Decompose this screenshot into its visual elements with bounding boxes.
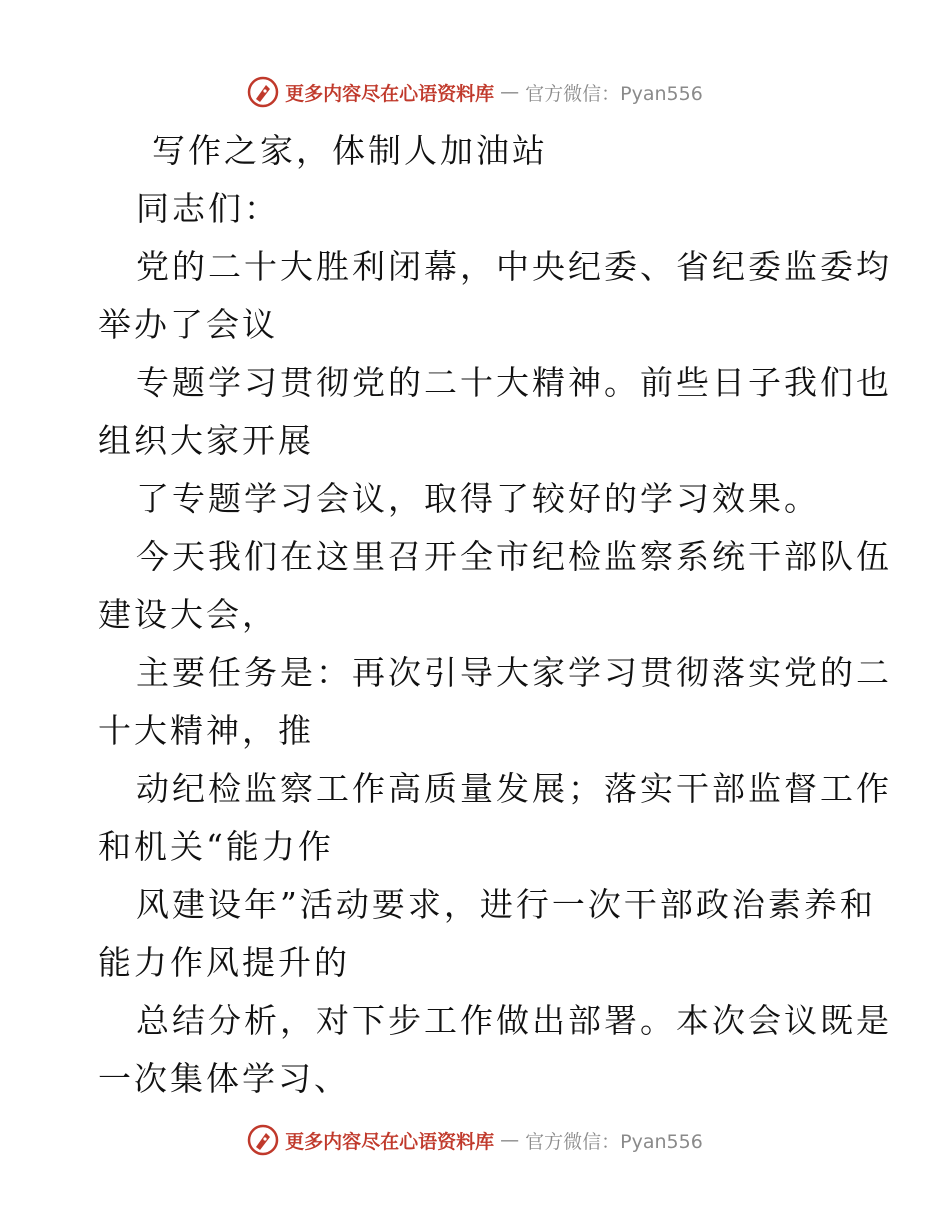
pen-nib-logo-icon <box>247 1124 279 1156</box>
paragraph-line: 今天我们在这里召开全市纪检监察系统干部队伍 <box>136 537 892 576</box>
paragraph-line: 举办了会议 <box>98 305 278 344</box>
footer-watermark <box>0 1120 950 1160</box>
paragraph-line: 能力作风提升的 <box>98 943 350 982</box>
watermark-dash: — <box>500 81 520 103</box>
paragraph-line: 十大精神，推 <box>98 711 314 750</box>
paragraph-line: 组织大家开展 <box>98 421 314 460</box>
paragraph-line: 建设大会， <box>98 595 278 634</box>
paragraph-line: 了专题学习会议，取得了较好的学习效果。 <box>136 479 820 518</box>
pen-nib-logo-icon <box>247 76 279 108</box>
paragraph-line: 党的二十大胜利闭幕，中央纪委、省纪委监委均 <box>136 247 892 286</box>
paragraph-line: 和机关“能力作 <box>98 827 334 866</box>
watermark-dash: — <box>500 1129 520 1151</box>
paragraph-line: 动纪检监察工作高质量发展；落实干部监督工作 <box>136 769 892 808</box>
document-title: 写作之家，体制人加油站 <box>152 131 548 170</box>
paragraph-line: 主要任务是：再次引导大家学习贯彻落实党的二 <box>136 653 892 692</box>
paragraph-line: 总结分析，对下步工作做出部署。本次会议既是 <box>136 1001 892 1040</box>
paragraph-line: 同志们： <box>136 189 280 228</box>
paragraph-line: 一次集体学习、 <box>98 1059 350 1098</box>
watermark-account-text: 官方微信：Pyan556 <box>525 82 703 105</box>
watermark-brand-text: 更多内容尽在心语资料库 <box>285 1130 495 1153</box>
watermark-brand-text: 更多内容尽在心语资料库 <box>285 82 495 105</box>
watermark-account-text: 官方微信：Pyan556 <box>525 1130 703 1153</box>
paragraph-line: 风建设年”活动要求，进行一次干部政治素养和 <box>136 885 876 924</box>
paragraph-line: 专题学习贯彻党的二十大精神。前些日子我们也 <box>136 363 892 402</box>
document-body <box>98 122 892 1108</box>
header-watermark <box>0 72 950 112</box>
